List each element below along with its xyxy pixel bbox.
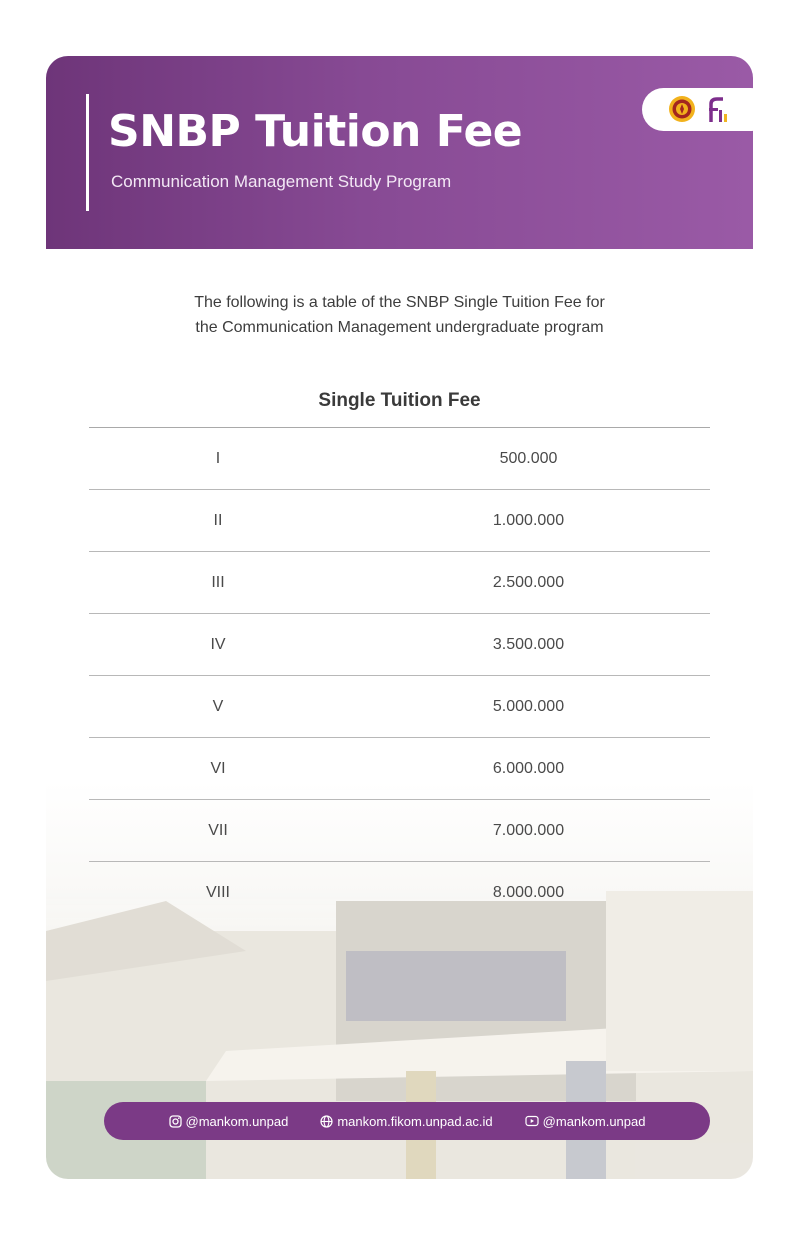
- youtube-handle: @mankom.unpad: [542, 1113, 646, 1129]
- fee-level: VIII: [205, 884, 230, 901]
- poster-card: [46, 56, 753, 1179]
- youtube-link[interactable]: [525, 1114, 646, 1129]
- youtube-icon: [525, 1115, 539, 1127]
- fee-amount: 3.500.000: [492, 635, 565, 653]
- logo-pill: [642, 88, 753, 131]
- header-accent-bar: [86, 94, 89, 211]
- table-row: [89, 490, 710, 552]
- fikom-logo: [707, 96, 729, 124]
- fee-level: V: [212, 697, 224, 715]
- table-row: [89, 428, 710, 490]
- intro-line-2: the Communication Management undergraduate program: [195, 319, 604, 336]
- table-row: [89, 676, 710, 738]
- fee-level: I: [215, 449, 221, 467]
- page-subtitle: Communication Management Study Program: [111, 172, 452, 191]
- fee-amount: 2.500.000: [492, 573, 565, 591]
- fee-amount: 7.000.000: [492, 821, 565, 839]
- table-row: [89, 552, 710, 614]
- fee-amount: 5.000.000: [492, 697, 565, 715]
- table-row: [89, 738, 710, 800]
- page-title: SNBP Tuition Fee: [108, 106, 523, 157]
- website-link[interactable]: [320, 1114, 492, 1129]
- fee-level: VII: [208, 821, 228, 839]
- website-url: mankom.fikom.unpad.ac.id: [337, 1113, 493, 1129]
- fee-amount: 6.000.000: [492, 759, 565, 777]
- table-row: [89, 800, 710, 862]
- table-row: [89, 862, 710, 924]
- globe-icon: [320, 1115, 333, 1128]
- fee-level: III: [211, 573, 225, 591]
- fee-level: IV: [210, 635, 226, 653]
- instagram-icon: [169, 1115, 182, 1128]
- table-row: [89, 614, 710, 676]
- unpad-seal-logo: [668, 95, 696, 123]
- fee-amount: 500.000: [499, 449, 558, 467]
- fee-amount: 1.000.000: [492, 511, 565, 529]
- header-banner: [46, 56, 753, 249]
- fee-level: VI: [210, 759, 226, 777]
- fee-level: II: [213, 511, 223, 529]
- instagram-handle: @mankom.unpad: [185, 1113, 289, 1129]
- intro-line-1: The following is a table of the SNBP Single Tuition Fee for: [194, 294, 605, 311]
- instagram-link[interactable]: [169, 1114, 289, 1129]
- table-title: Single Tuition Fee: [318, 390, 481, 411]
- fee-table: [89, 427, 710, 924]
- social-footer: [104, 1102, 710, 1140]
- intro-text: [46, 290, 753, 340]
- fee-amount: 8.000.000: [492, 884, 565, 901]
